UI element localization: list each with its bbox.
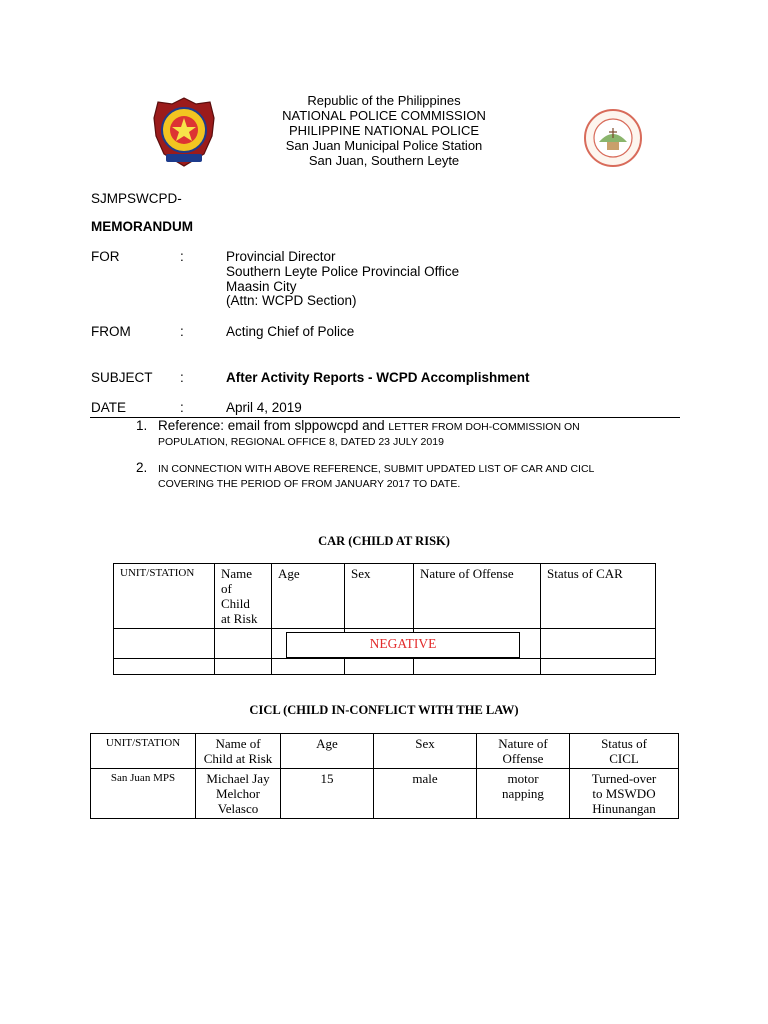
car-header-row	[114, 564, 656, 629]
letterhead-line-5: San Juan, Southern Leyte	[308, 153, 460, 168]
car-empty-row-2	[114, 659, 656, 675]
control-number: SJMPSWCPD-	[91, 191, 182, 206]
cicl-header-name-l2: Child at Risk	[203, 751, 273, 766]
cicl-row-status	[570, 769, 679, 819]
for-line-2: Southern Leyte Police Provincial Office	[226, 264, 460, 279]
cicl-header-offense-l1: Nature of	[498, 736, 548, 751]
for-line-4: (Attn: WCPD Section)	[226, 293, 357, 308]
cicl-header-name-l1: Name of	[215, 736, 261, 751]
cicl-header-sex: Sex	[374, 734, 477, 769]
car-header-offense: Nature of Offense	[414, 564, 541, 629]
reference-2-line-b: COVERING THE PERIOD OF FROM JANUARY 2017 TO DATE.	[158, 478, 461, 490]
cicl-header-age: Age	[281, 734, 374, 769]
table-row	[91, 769, 679, 819]
car-cell	[345, 659, 414, 675]
subject-value: After Activity Reports - WCPD Accomplishment	[226, 370, 530, 385]
reference-1-number: 1.	[136, 418, 148, 433]
cicl-row-offense	[477, 769, 570, 819]
car-header-name	[215, 564, 272, 629]
letterhead	[0, 93, 768, 168]
car-header-name-l2: of	[221, 581, 232, 596]
cicl-row-offense-l1: motor	[507, 771, 539, 786]
car-header-name-l1: Name	[221, 566, 253, 581]
for-line-3: Maasin City	[226, 279, 297, 294]
car-cell	[541, 659, 656, 675]
car-header-name-l3: Child	[221, 596, 250, 611]
cicl-header-name	[196, 734, 281, 769]
cicl-table-title: CICL (CHILD IN-CONFLICT WITH THE LAW)	[249, 703, 519, 717]
cicl-table	[90, 733, 679, 819]
car-cell	[215, 659, 272, 675]
car-header-age: Age	[272, 564, 345, 629]
car-cell	[114, 659, 215, 675]
subject-colon: :	[180, 370, 184, 385]
cicl-header-status-l2: CICL	[609, 751, 639, 766]
for-colon: :	[180, 249, 184, 264]
cicl-row-unit: San Juan MPS	[91, 769, 196, 819]
negative-stamp: NEGATIVE	[286, 632, 520, 658]
reference-1-rest-b: POPULATION, REGIONAL OFFICE 8, DATED 23 JULY 2019	[158, 436, 444, 448]
cicl-header-status	[570, 734, 679, 769]
cicl-row-name-l1: Michael Jay	[206, 771, 270, 786]
reference-2-text	[158, 461, 688, 491]
cicl-row-status-l2: to MSWDO	[592, 786, 656, 801]
letterhead-line-2: NATIONAL POLICE COMMISSION	[282, 108, 486, 123]
cicl-row-offense-l2: napping	[502, 786, 544, 801]
cicl-header-row	[91, 734, 679, 769]
reference-1-rest-a: LETTER FROM DOH-COMMISSION ON	[388, 421, 580, 433]
cicl-row-name-l3: Velasco	[217, 801, 259, 816]
reference-1-prefix: Reference: email from slppowcpd and	[158, 418, 385, 433]
cicl-row-age: 15	[281, 769, 374, 819]
cicl-header-unit: UNIT/STATION	[91, 734, 196, 769]
for-label: FOR	[91, 249, 120, 264]
for-line-1: Provincial Director	[226, 249, 336, 264]
car-header-unit: UNIT/STATION	[114, 564, 215, 629]
car-table-title: CAR (CHILD AT RISK)	[318, 534, 450, 548]
car-cell	[215, 629, 272, 659]
memo-title: MEMORANDUM	[91, 219, 193, 234]
cicl-header-status-l1: Status of	[601, 736, 647, 751]
cicl-row-status-l1: Turned-over	[591, 771, 657, 786]
car-header-status: Status of CAR	[541, 564, 656, 629]
date-value: April 4, 2019	[226, 400, 302, 415]
date-label: DATE	[91, 400, 127, 415]
car-cell	[272, 659, 345, 675]
letterhead-line-4: San Juan Municipal Police Station	[285, 138, 483, 153]
car-header-name-l4: at Risk	[221, 611, 258, 626]
reference-2-number: 2.	[136, 460, 148, 475]
letterhead-line-1: Republic of the Philippines	[307, 93, 461, 108]
subject-label: SUBJECT	[91, 370, 153, 385]
cicl-row-name-l2: Melchor	[215, 786, 261, 801]
cicl-header-offense	[477, 734, 570, 769]
from-value: Acting Chief of Police	[226, 324, 355, 339]
reference-2-line-a: IN CONNECTION WITH ABOVE REFERENCE, SUBMIT UPDATED LIST OF CAR AND CICL	[158, 463, 595, 475]
reference-1-text	[158, 419, 658, 449]
cicl-row-sex: male	[374, 769, 477, 819]
car-cell	[541, 629, 656, 659]
car-cell	[114, 629, 215, 659]
letterhead-line-3: PHILIPPINE NATIONAL POLICE	[289, 123, 479, 138]
date-colon: :	[180, 400, 184, 415]
from-label: FROM	[91, 324, 131, 339]
cicl-header-offense-l2: Offense	[502, 751, 544, 766]
cicl-row-status-l3: Hinunangan	[592, 801, 656, 816]
from-colon: :	[180, 324, 184, 339]
cicl-row-name	[196, 769, 281, 819]
car-cell	[414, 659, 541, 675]
car-table	[113, 563, 656, 675]
car-header-sex: Sex	[345, 564, 414, 629]
